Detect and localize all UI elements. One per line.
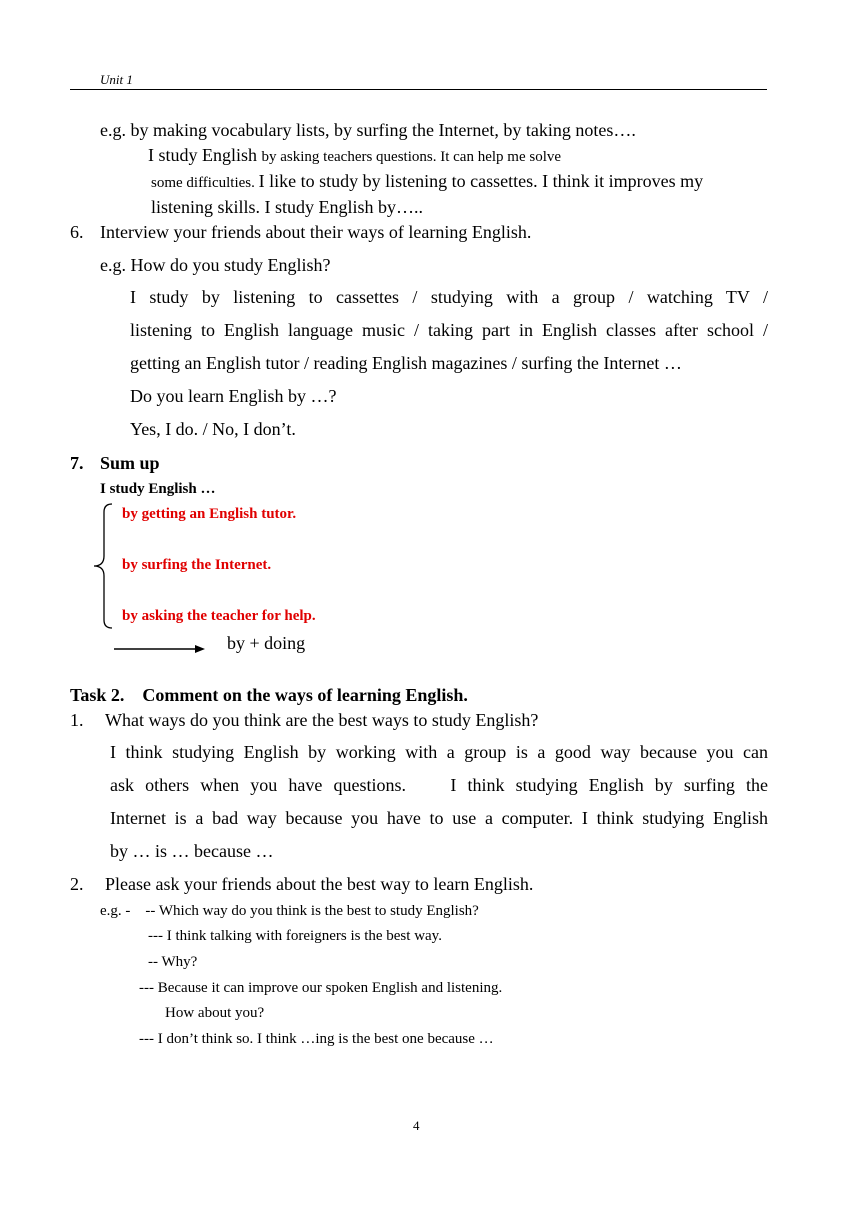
dialog-line-5: How about you? [165, 1005, 265, 1021]
brace-icon [90, 502, 122, 630]
dialog-line-3: -- Why? [148, 954, 198, 970]
task-2-q2-number: 2. [70, 874, 84, 894]
way-item-1: by getting an English tutor. [122, 506, 297, 522]
item-6-line-3: getting an English tutor / reading English magazines / surfing the Internet … [130, 353, 682, 373]
item-6-line-2: listening to English language music / taking part in English classes after school / [130, 320, 768, 340]
task-2-q2-text: Please ask your friends about the best way to learn English. [105, 874, 534, 894]
task-2-answer-line-4: by … is … because … [110, 841, 274, 861]
dialog-line-1: e.g. - -- Which way do you think is the best to study English? [100, 903, 479, 919]
dialog-line-6: --- I don’t think so. I think …ing is the best one because … [139, 1031, 494, 1047]
task-2-q1-text: What ways do you think are the best ways to study English? [105, 710, 539, 730]
dialog-line-4: --- Because it can improve our spoken English and listening. [139, 980, 503, 996]
sum-up-lead: I study English … [100, 481, 216, 497]
answer-line-1-start: I study English [148, 145, 262, 165]
task-2-title: Task 2. Comment on the ways of learning English. [70, 685, 468, 705]
task-2-answer-line-1: I think studying English by working with a group is a good way because you can [110, 742, 768, 762]
item-7-title: Sum up [100, 453, 160, 473]
arrow-right-icon [113, 643, 207, 655]
item-6-text: Interview your friends about their ways of learning English. [100, 222, 532, 242]
answer-line-1 [148, 145, 561, 166]
answer-line-2-start: some difficulties. [151, 175, 259, 191]
answer-line-2 [151, 171, 703, 192]
example-line: e.g. by making vocabulary lists, by surfing the Internet, by taking notes…. [100, 120, 636, 140]
answer-line-2-end: I like to study by listening to cassettes. I think it improves my [258, 171, 704, 191]
way-item-3: by asking the teacher for help. [122, 608, 316, 624]
item-6-number: 6. [70, 222, 84, 242]
dialog-line-2: --- I think talking with foreigners is the best way. [148, 928, 442, 944]
answer-line-1-end: by asking teachers questions. It can help me solve [261, 149, 562, 165]
task-2-answer-line-3: Internet is a bad way because you have to use a computer. I think studying English [110, 808, 768, 828]
item-6-line-1: I study by listening to cassettes / studying with a group / watching TV / [130, 287, 768, 307]
item-6-example: e.g. How do you study English? [100, 255, 331, 275]
item-6-question: Do you learn English by …? [130, 386, 337, 406]
answer-line-3: listening skills. I study English by….. [151, 197, 424, 217]
item-6-answer: Yes, I do. / No, I don’t. [130, 419, 296, 439]
pattern-label: by + doing [227, 633, 306, 653]
header-divider [70, 89, 767, 90]
task-2-answer-line-2: ask others when you have questions. I think studying English by surfing the [110, 775, 768, 795]
item-7-number: 7. [70, 453, 84, 473]
task-2-q1-number: 1. [70, 710, 84, 730]
page-number: 4 [413, 1118, 420, 1133]
unit-label: Unit 1 [100, 72, 133, 87]
way-item-2: by surfing the Internet. [122, 557, 272, 573]
